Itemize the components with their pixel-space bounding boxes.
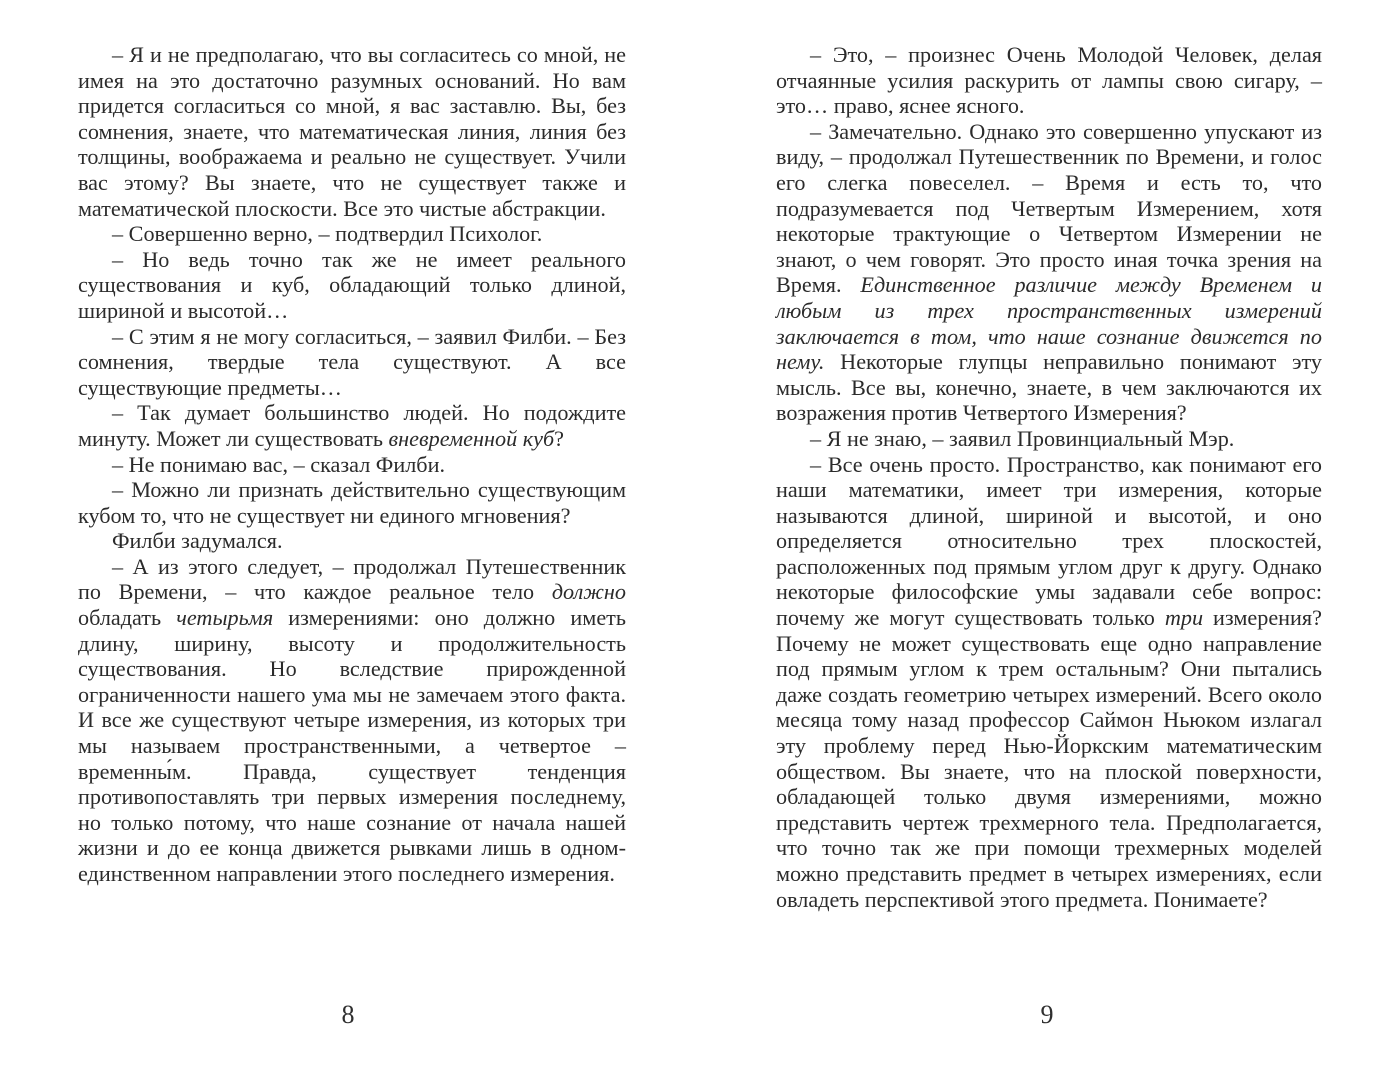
paragraph: – Совершенно верно, – подтвердил Психолог. [112, 221, 543, 247]
paragraph: Филби задумался. [112, 528, 283, 554]
text-run: Некоторые глупцы неправильно понимают эту мысль. Все вы, конечно, знаете, в чем заключаются их возражения против Четвертого Измерения? [776, 349, 1322, 426]
text-run: измерениями: оно должно иметь длину, ширину, высоту и продолжительность существования. Но вследствие прирожденной ограниченности нашего ума мы не замечаем этого факта. И все же существуют четыре измерения, из которых три мы называем пространственными, а четвертое – временны́м. Правда, существует тенденция противопоставлять три первых измерения последнему, но только потому, что наше сознание от начала нашей жизни и до ее конца движется рывками лишь в одном-единственном направлении этого последнего измерения. [78, 605, 626, 886]
paragraph [776, 452, 1322, 913]
text-run: – Все очень просто. Пространство, как понимают его наши математики, имеет три измерения, которые называются длиной, шириной и высотой, и оно определяется относительно трех плоскостей, расположенных под прямым углом друг к другу. Однако некоторые философские умы задавали себе вопрос: почему же могут существовать только [776, 451, 1322, 631]
text-run: обладать [78, 605, 177, 631]
italic-run: Единственное различие между Временем и любым из трех пространственных измерений заключается в том, что наше сознание движется по нему. [776, 272, 1322, 375]
italic-run: вневременной куб [388, 425, 555, 451]
paragraph [776, 119, 1322, 426]
paragraph: – Это, – произнес Очень Молодой Человек, делая отчаянные усилия раскурить от лампы свою сигару, – это… право, яснее ясного. [776, 42, 1322, 119]
paragraph: – Можно ли признать действительно существующим кубом то, что не существует ни единого мгновения? [78, 477, 626, 528]
right-page-text [776, 42, 1322, 912]
italic-run: должно [551, 579, 626, 605]
left-page-text [78, 42, 626, 887]
italic-run: три [1164, 605, 1204, 631]
text-run: ? [554, 425, 565, 451]
paragraph: – С этим я не могу согласиться, – заявил Филби. – Без сомнения, твердые тела существуют. А все существующие предметы… [78, 323, 626, 400]
text-run: измерения? Почему не может существовать еще одно направление под прямым углом к трем остальным? Они пытались даже создать геометрию четырех измерений. Всего около месяца тому назад профессор Саймон Ньюком излагал эту проблему перед Нью-Йоркским математическим обществом. Вы знаете, что на плоской поверхности, обладающей только двумя измерениями, можно представить чертеж трехмерного тела. Предполагается, что точно так же при помощи трехмерных моделей можно представить предмет в четырех измерениях, если овладеть перспективой этого предмета. Понимаете? [776, 605, 1322, 912]
paragraph [78, 554, 626, 887]
paragraph: – Я и не предполагаю, что вы согласитесь со мной, не имея на это достаточно разумных оснований. Но вам придется согласиться со мной, я вас заставлю. Вы, без сомнения, знаете, что математическая линия, линия без толщины, воображаема и реально не существует. Учили вас этому? Вы знаете, что не существует также и математической плоскости. Все это чистые абстракции. [78, 42, 626, 221]
text-run: – Так думает большинство людей. Но подождите минуту. Может ли существовать [78, 400, 626, 451]
right-page [776, 42, 1322, 1042]
paragraph: – Не понимаю вас, – сказал Филби. [112, 451, 445, 477]
text-run: – Замечательно. Однако это совершенно упускают из виду, – продолжал Путешественник по Времени, и голос его слегка повеселел. – Время и есть то, что подразумевается под Четвертым Измерением, хотя некоторые трактующие о Четвертом Измерении не знают, о чем говорят. Это просто иная точка зрения на Время. [776, 118, 1322, 298]
left-page [78, 42, 626, 1042]
text-run: – А из этого следует, – продолжал Путешественник по Времени, – что каждое реальное тело [78, 553, 626, 605]
paragraph: – Я не знаю, – заявил Провинциальный Мэр. [810, 425, 1235, 451]
page-number: 9 [1040, 1000, 1054, 1029]
page-number: 8 [341, 1000, 355, 1029]
italic-run: четырьмя [176, 605, 274, 631]
paragraph [78, 400, 626, 451]
paragraph: – Но ведь точно так же не имеет реального существования и куб, обладающий только длиной, шириной и высотой… [78, 246, 626, 323]
